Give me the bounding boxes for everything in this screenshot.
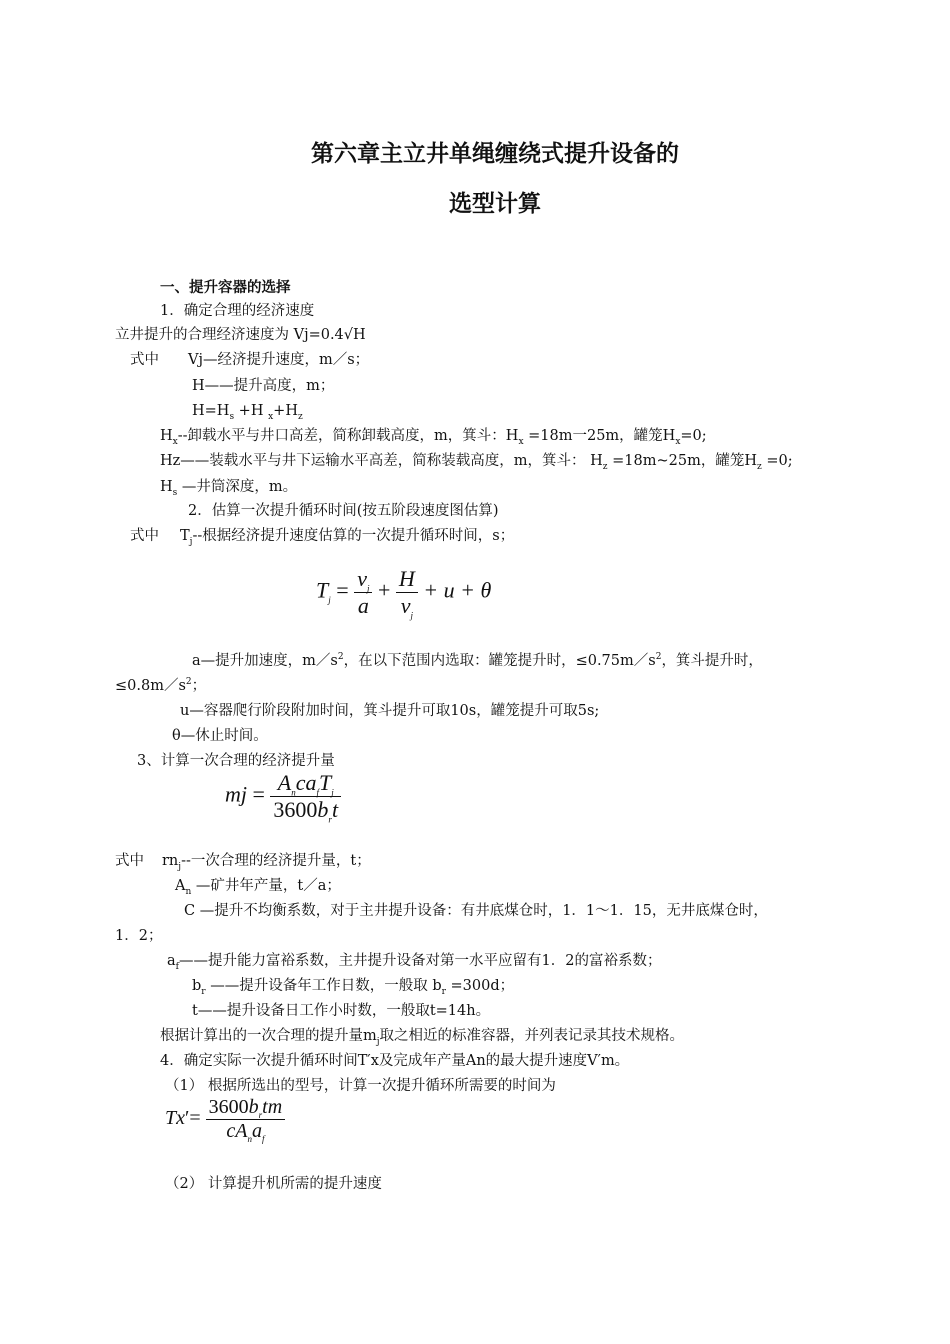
Hz-definition: Hz——装载水平与井下运输水平高差，简称装载高度，m，箕斗： $H_z$ =18m~25m，罐笼$H_z =0$; — [160, 453, 793, 472]
C-definition: C —提升不均衡系数，对于主井提升设备：有井底煤仓时，1．1～1．15，无井底煤仓时， — [184, 903, 768, 919]
choose-container-line: 根据计算出的一次合理的提升量$m_j$取之相近的标准容器，并列表记录其技术规格。 — [160, 1028, 685, 1047]
where-label-1: 式中 — [130, 352, 159, 368]
tj-formula: $T_j$ = $\frac{v_j}{a}$ + $\frac{H}{v_j}$ + u + θ — [316, 566, 492, 621]
C-definition-cont: 1．2； — [115, 928, 163, 944]
tj-fraction-2: $\frac{H}{v_j}$ — [396, 566, 418, 619]
chapter-title-line1: 第六章主立井单绳缠绕式提升设备的 — [311, 141, 679, 167]
tx-fraction: $\frac{3600b_rtm}{cA_na_f}$ — [206, 1096, 286, 1143]
Hs-definition: $H_s$ —井筒深度，m。 — [160, 479, 298, 498]
where-label-2: 式中 — [130, 528, 159, 544]
speed-formula-line: 立井提升的合理经济速度为 Vj=0.4√H — [115, 327, 366, 343]
mj-fraction: $\frac{A_nca_fT_j}{3600b_rt}$ — [270, 770, 341, 823]
Hx-definition: $H_x--$卸载水平与井口高差，简称卸载高度，m，箕斗：$H_x =18m$一25m，罐笼$H_x=0$; — [160, 428, 707, 447]
chapter-title-line2: 选型计算 — [449, 191, 541, 217]
sub-item-2: （2） 计算提升机所需的提升速度 — [165, 1176, 382, 1192]
step1-title: 1．确定合理的经济速度 — [160, 303, 315, 319]
H-definition: H——提升高度，m； — [192, 378, 335, 394]
a-definition: a—提升加速度，$m/s^2$，在以下范围内选取：罐笼提升时，$\le 0.75m/s^2$，箕斗提升时， — [192, 652, 763, 669]
mj-formula: mj = $\frac{A_nca_fT_j}{3600b_rt}$ — [225, 770, 341, 823]
sub-item-1: （1） 根据所选出的型号，计算一次提升循环所需要的时间为 — [165, 1078, 556, 1094]
tj-fraction-1: $\frac{v_j}{a}$ — [354, 566, 372, 619]
H-sum-line: $H=H_s +H$ $_x+H_z$ — [192, 403, 303, 422]
tx-formula: Tx′= $\frac{3600b_rtm}{cA_na_f}$ — [165, 1096, 285, 1143]
step2-title: 2．估算一次提升循环时间(按五阶段速度图估算) — [188, 503, 499, 519]
step3-title: 3、计算一次合理的经济提升量 — [137, 753, 335, 769]
u-definition: u—容器爬行阶段附加时间，箕斗提升可取10s，罐笼提升可取5s; — [180, 703, 600, 719]
theta-definition: θ—休止时间。 — [172, 728, 268, 744]
mj-definition: $rn_j--$一次合理的经济提升量，t； — [162, 853, 371, 872]
a-definition-cont: $\le 0.8m/s^2$； — [115, 677, 207, 694]
step4-title: 4．确定实际一次提升循环时间T′x及完成年产量An的最大提升速度V′m。 — [160, 1053, 630, 1069]
An-definition: $A_n$ —矿井年产量，t／a； — [175, 878, 341, 897]
where-label-3: 式中 — [115, 853, 144, 869]
tj-definition: $T_j--$根据经济提升速度估算的一次提升循环时间，s； — [180, 528, 515, 547]
section-heading: 一、提升容器的选择 — [160, 280, 291, 296]
t-definition: t——提升设备日工作小时数，一般取t=14h。 — [192, 1003, 491, 1019]
af-definition: $a_f——$提升能力富裕系数，主井提升设备对第一水平应留有1．2的富裕系数； — [167, 953, 662, 972]
br-definition: $b_r$ ——提升设备年工作日数，一般取 $b_r =300d$； — [192, 978, 515, 997]
vj-definition: Vj—经济提升速度，m／s； — [188, 352, 370, 368]
